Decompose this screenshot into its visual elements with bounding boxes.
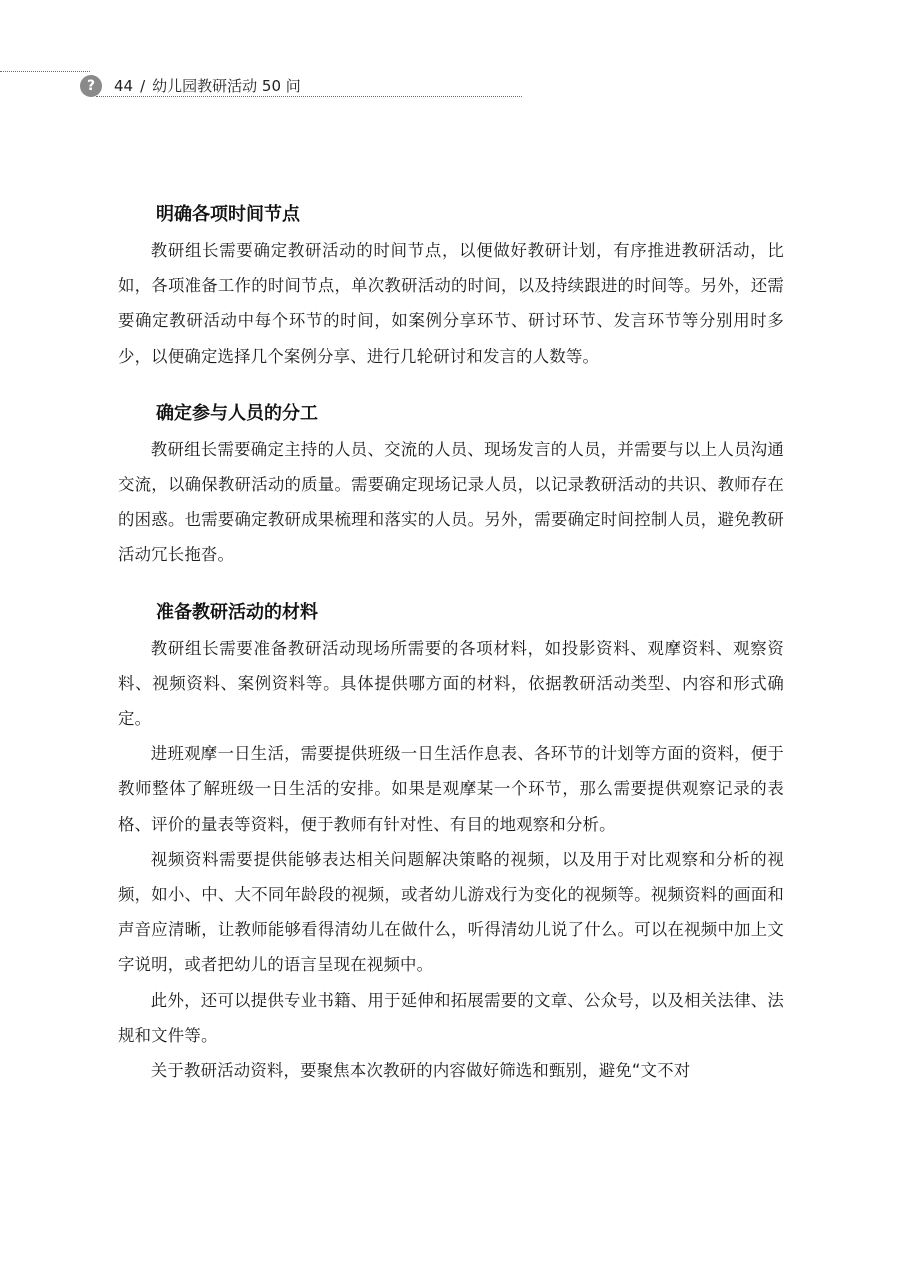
section-materials (118, 595, 784, 1089)
paragraph: 教研组长需要确定主持的人员、交流的人员、现场发言的人员，并需要与以上人员沟通交流，以确保教研活动的质量。需要确定现场记录人员，以记录教研活动的共识、教师存在的困惑。也需要确定教研成果梳理和落实的人员。另外，需要确定时间控制人员，避免教研活动冗长拖沓。 (118, 439, 784, 565)
paragraph: 视频资料需要提供能够表达相关问题解决策略的视频，以及用于对比观察和分析的视频，如小、中、大不同年龄段的视频，或者幼儿游戏行为变化的视频等。视频资料的画面和声音应清晰，让教师能够看得清幼儿在做什么，听得清幼儿说了什么。可以在视频中加上文字说明，或者把幼儿的语言呈现在视频中。 (118, 849, 784, 975)
book-title: 幼儿园教研活动 50 问 (152, 77, 301, 95)
section-heading: 确定参与人员的分工 (156, 402, 318, 424)
header-dotted-rule-top (0, 71, 90, 72)
paragraph: 教研组长需要确定教研活动的时间节点，以便做好教研计划，有序推进教研活动，比如，各项准备工作的时间节点，单次教研活动的时间，以及持续跟进的时间等。另外，还需要确定教研活动中每个环节的时间，如案例分享环节、研讨环节、发言环节等分别用时多少，以便确定选择几个案例分享、进行几轮研讨和发言的人数等。 (118, 241, 784, 366)
section-heading: 明确各项时间节点 (156, 204, 300, 225)
question-mark-icon: ? (80, 75, 102, 97)
header-text (114, 75, 301, 97)
section-heading: 准备教研活动的材料 (156, 601, 318, 623)
paragraph: 教研组长需要准备教研活动现场所需要的各项材料，如投影资料、观摩资料、观察资料、视频资料、案例资料等。具体提供哪方面的材料，依据教研活动类型、内容和形式确定。 (118, 638, 784, 729)
running-header (0, 62, 900, 102)
header-dotted-rule-bottom (96, 96, 522, 97)
paragraph: 关于教研活动资料，要聚焦本次教研的内容做好筛选和甄别，避免“文不对 (150, 1061, 691, 1081)
paragraph: 进班观摩一日生活，需要提供班级一日生活作息表、各环节的计划等方面的资料，便于教师整体了解班级一日生活的安排。如果是观摩某一个环节，那么需要提供观察记录的表格、评价的量表等资料，便于教师有针对性、有目的地观察和分析。 (118, 744, 784, 834)
section-time-nodes (118, 197, 784, 374)
page-body (118, 197, 784, 1110)
page-number: 44 (114, 77, 134, 95)
section-staff-division (118, 396, 784, 573)
paragraph: 此外，还可以提供专业书籍、用于延伸和拓展需要的文章、公众号，以及相关法律、法规和文件等。 (118, 990, 784, 1045)
header-separator: / (140, 77, 146, 95)
